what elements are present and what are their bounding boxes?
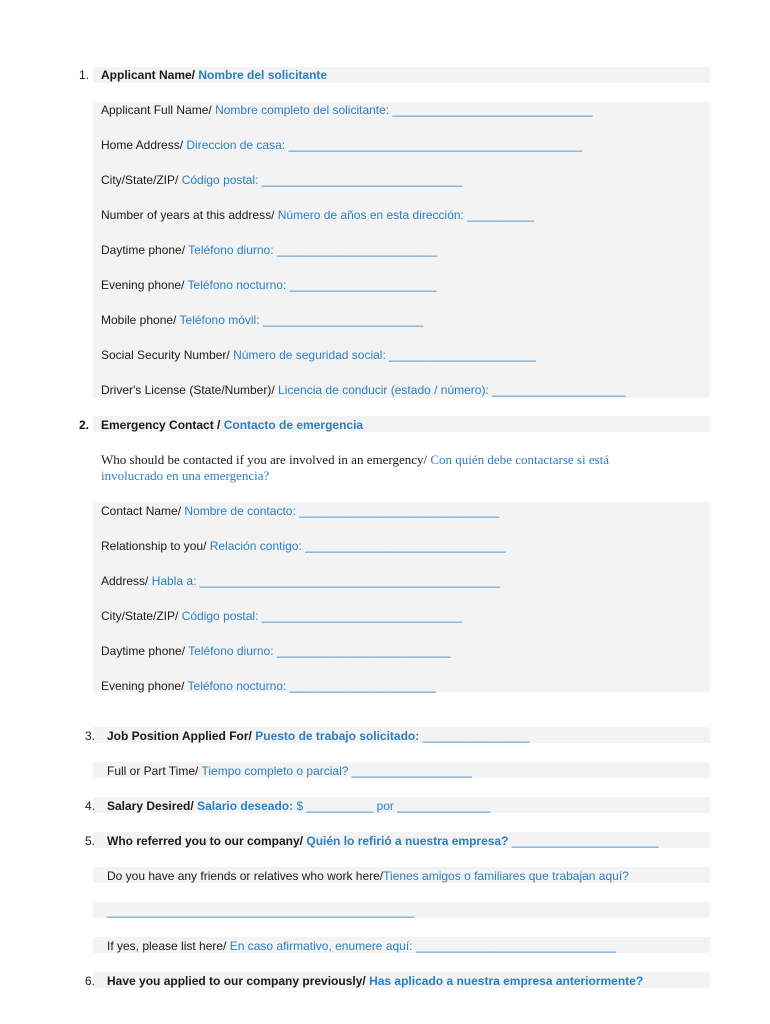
field-label-en: Social Security Number/	[101, 348, 230, 362]
job-position-field[interactable]	[107, 729, 529, 743]
drivers-license-field[interactable]	[101, 383, 626, 397]
section-1-number: 1.	[79, 68, 90, 82]
field-label-es: Teléfono diurno:	[188, 243, 274, 257]
full-part-time-field[interactable]	[107, 764, 472, 778]
section-6-title-en: Have you applied to our company previously/	[107, 974, 366, 988]
home-address-field[interactable]	[101, 138, 582, 152]
section-3-number: 3.	[85, 729, 96, 743]
field-label-en: Daytime phone/	[101, 644, 186, 658]
field-blank[interactable]: ____________________	[492, 383, 626, 397]
field-label-es: En caso afirmativo, enumere aquí:	[229, 939, 413, 953]
friends-relatives-blank[interactable]: ______________________________________________	[107, 904, 414, 918]
field-label-es: Tienes amigos o familiares que trabajan aquí?	[383, 869, 629, 883]
referred-by-field[interactable]	[107, 834, 659, 848]
field-label-en: Evening phone/	[101, 278, 185, 292]
social-security-field[interactable]	[101, 348, 536, 362]
field-blank[interactable]: ____________________________________________	[288, 138, 583, 152]
field-label-en: Do you have any friends or relatives who work here/	[107, 869, 384, 883]
section-4-title-es: Salario deseado:	[197, 799, 294, 813]
field-label-en: Full or Part Time/	[107, 764, 199, 778]
emergency-question	[101, 451, 609, 468]
field-label-en: City/State/ZIP/	[101, 173, 179, 187]
section-5-number: 5.	[85, 834, 96, 848]
currency-symbol: $	[296, 799, 304, 813]
section-2-title-es: Contacto de emergencia	[223, 418, 364, 432]
field-label-es: Teléfono nocturno:	[187, 278, 287, 292]
field-label-es: Nombre completo del solicitante:	[215, 103, 390, 117]
field-label-es: Número de años en esta dirección:	[277, 208, 464, 222]
contact-address-field[interactable]	[101, 574, 500, 588]
section-2-heading	[101, 418, 363, 432]
field-blank[interactable]: ______________________________	[392, 103, 593, 117]
section-6-title-es: Has aplicado a nuestra empresa anteriormente?	[369, 974, 644, 988]
field-label-en: If yes, please list here/	[107, 939, 227, 953]
field-blank[interactable]: ______________________________	[415, 939, 617, 953]
field-label-en: Driver's License (State/Number)/	[101, 383, 275, 397]
field-blank[interactable]: _____________________________________________	[199, 574, 501, 588]
list-names-field[interactable]	[107, 939, 616, 953]
field-blank[interactable]: ______________________	[389, 348, 536, 362]
field-blank[interactable]: ______________________	[289, 679, 437, 693]
section-2-number: 2.	[79, 418, 90, 432]
section-4-title-en: Salary Desired/	[107, 799, 194, 813]
field-blank[interactable]: __________________	[351, 764, 472, 778]
applied-previously-question	[107, 974, 643, 988]
field-label-es: Direccion de casa:	[186, 138, 286, 152]
salary-desired-field[interactable]	[107, 799, 491, 813]
field-label-es: Código postal:	[181, 609, 259, 623]
field-label-es: Licencia de conducir (estado / número):	[278, 383, 489, 397]
section-1-title-es: Nombre del solicitante	[198, 68, 328, 82]
friends-relatives-question	[107, 869, 629, 883]
field-label-en: Address/	[101, 574, 149, 588]
period-blank[interactable]: ______________	[397, 799, 491, 813]
contact-city-state-zip-field[interactable]	[101, 609, 462, 623]
field-blank[interactable]: ______________________________	[299, 504, 500, 518]
field-label-es: Relación contigo:	[209, 539, 302, 553]
section-6-number: 6.	[85, 974, 96, 988]
field-blank[interactable]: ________________________	[262, 313, 424, 327]
field-blank[interactable]: ________________________	[276, 243, 438, 257]
field-label-en: Home Address/	[101, 138, 184, 152]
section-1-title-en: Applicant Name/	[101, 68, 196, 82]
field-blank[interactable]: ______________________________	[261, 609, 462, 623]
question-es-line-1: Con quién debe contactarse si está	[430, 452, 610, 467]
field-label-en: Number of years at this address/	[101, 208, 275, 222]
field-blank[interactable]: __________	[467, 208, 534, 222]
contact-evening-phone-field[interactable]	[101, 679, 436, 693]
field-label-es: Teléfono móvil:	[179, 313, 260, 327]
section-2-title-en: Emergency Contact /	[101, 418, 221, 432]
field-label-en: Daytime phone/	[101, 243, 186, 257]
field-blank[interactable]: ______________________	[289, 278, 437, 292]
field-blank[interactable]: ______________________	[511, 834, 659, 848]
field-blank[interactable]: __________________________	[276, 644, 451, 658]
field-label-en: Mobile phone/	[101, 313, 177, 327]
field-label-es: Número de seguridad social:	[233, 348, 386, 362]
field-label-en: Applicant Full Name/	[101, 103, 212, 117]
section-4-number: 4.	[85, 799, 96, 813]
contact-daytime-phone-field[interactable]	[101, 644, 450, 658]
daytime-phone-field[interactable]	[101, 243, 437, 257]
city-state-zip-field[interactable]	[101, 173, 462, 187]
question-en: Who should be contacted if you are involved in an emergency/	[101, 452, 428, 467]
field-blank[interactable]: ________________	[422, 729, 530, 743]
question-es-line-2: involucrado en una emergencia?	[101, 468, 270, 483]
field-label-es: Tiempo completo o parcial?	[201, 764, 349, 778]
field-label-en: City/State/ZIP/	[101, 609, 179, 623]
field-label-es: Teléfono nocturno:	[187, 679, 287, 693]
section-1-heading	[101, 68, 327, 82]
evening-phone-field[interactable]	[101, 278, 436, 292]
section-5-title-en: Who referred you to our company/	[107, 834, 304, 848]
field-blank[interactable]: ______________________________	[261, 173, 462, 187]
field-label-en: Evening phone/	[101, 679, 185, 693]
field-label-en: Contact Name/	[101, 504, 182, 518]
section-5-title-es: Quién lo refirió a nuestra empresa?	[306, 834, 509, 848]
relationship-field[interactable]	[101, 539, 505, 553]
section-3-title-en: Job Position Applied For/	[107, 729, 252, 743]
field-label-es: Nombre de contacto:	[184, 504, 296, 518]
mobile-phone-field[interactable]	[101, 313, 423, 327]
per-label: por	[376, 799, 394, 813]
field-blank[interactable]: ______________________________	[305, 539, 506, 553]
years-at-address-field[interactable]	[101, 208, 534, 222]
field-label-en: Relationship to you/	[101, 539, 207, 553]
salary-blank[interactable]: __________	[306, 799, 374, 813]
field-label-es: Teléfono diurno:	[188, 644, 274, 658]
applicant-full-name-field[interactable]	[101, 103, 593, 117]
section-2-fields-band	[93, 502, 710, 692]
field-label-es: Habla a:	[151, 574, 197, 588]
field-label-es: Código postal:	[181, 173, 259, 187]
contact-name-field[interactable]	[101, 504, 499, 518]
section-3-title-es: Puesto de trabajo solicitado:	[255, 729, 420, 743]
